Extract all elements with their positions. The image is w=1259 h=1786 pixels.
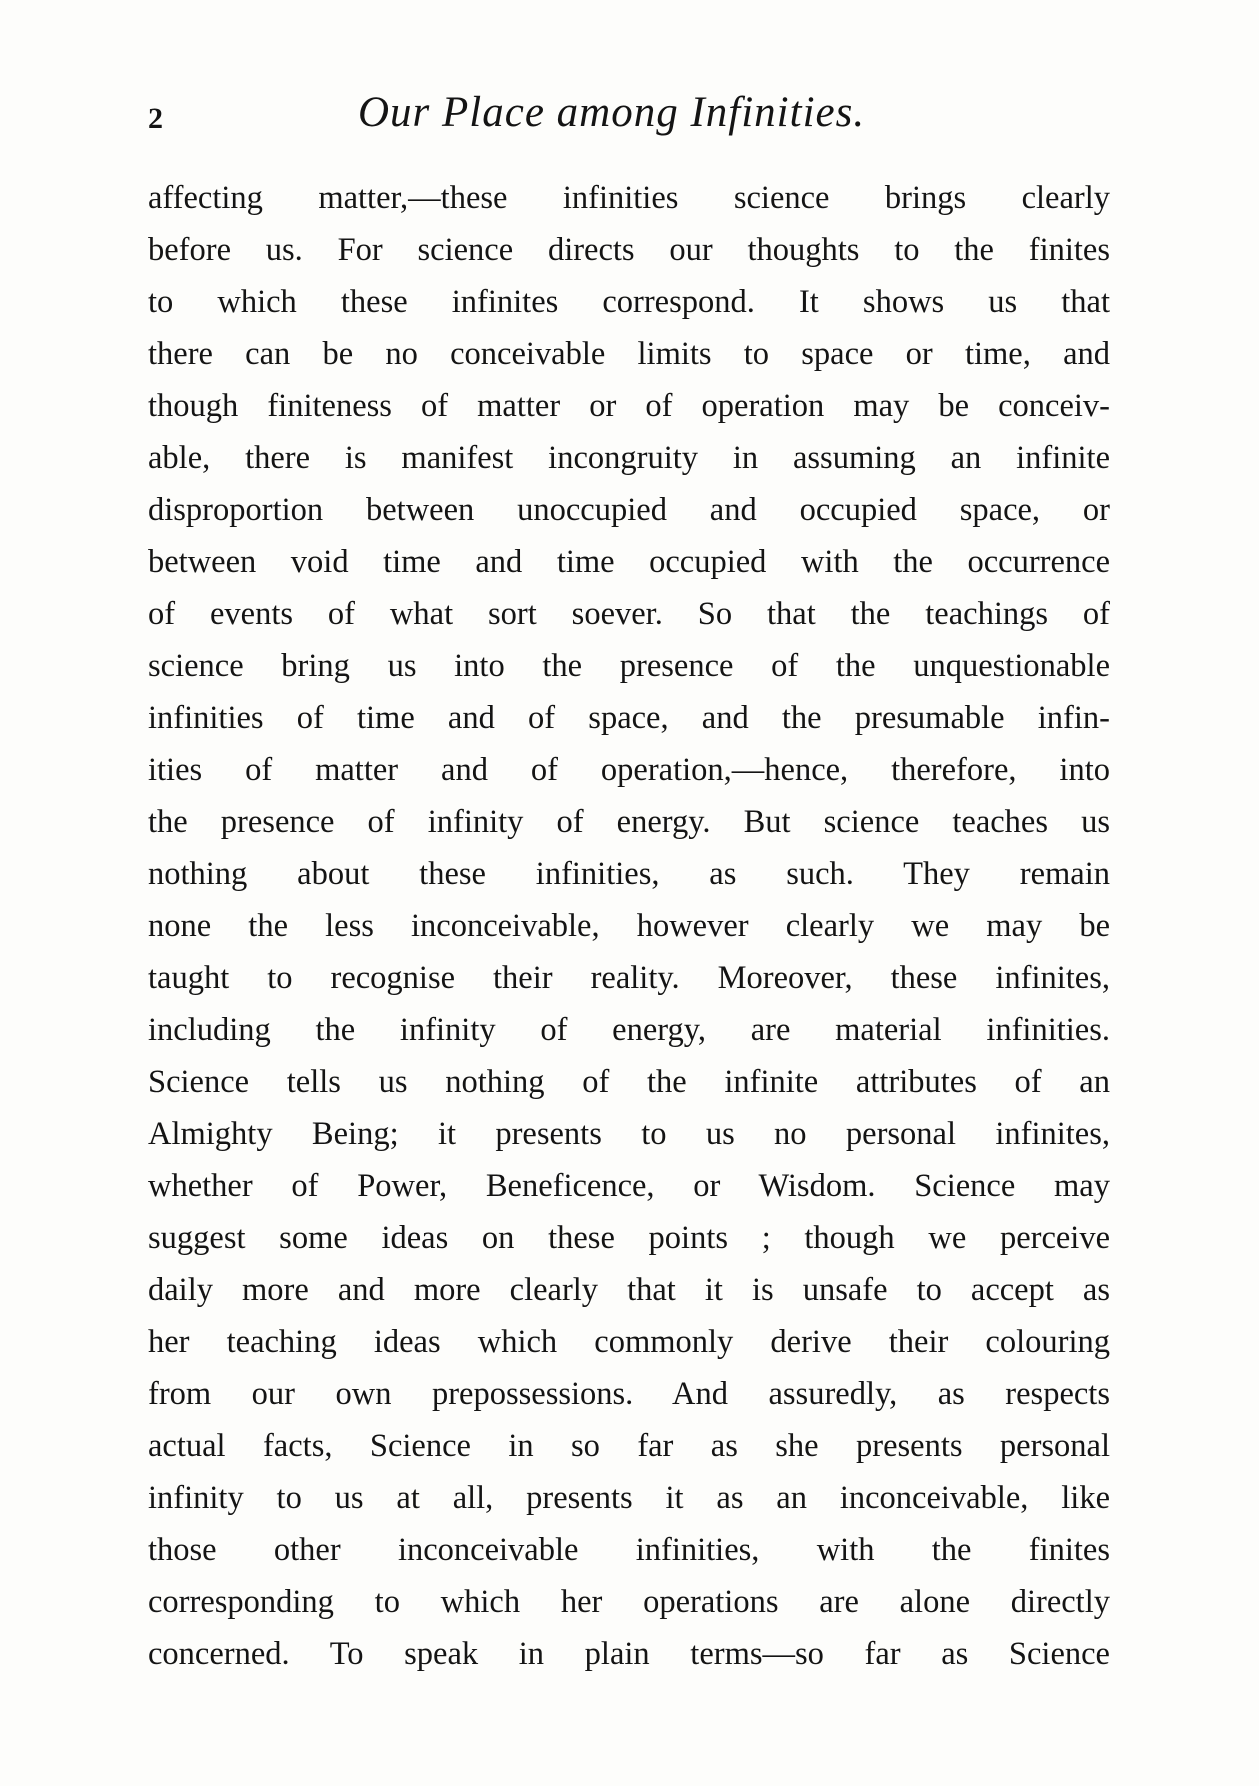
text-line: though finiteness of matter or of operation may be conceiv-: [148, 388, 1110, 424]
text-line: daily more and more clearly that it is unsafe to accept as: [148, 1272, 1110, 1308]
page-header: [148, 88, 1110, 148]
text-line: nothing about these infinities, as such. They remain: [148, 856, 1110, 892]
text-line: her teaching ideas which commonly derive their colouring: [148, 1324, 1110, 1360]
running-title: Our Place among Infinities.: [358, 89, 866, 136]
text-line: concerned. To speak in plain terms—so far as Science: [148, 1636, 1110, 1672]
text-line: Almighty Being; it presents to us no personal infinites,: [148, 1116, 1110, 1152]
text-line: ities of matter and of operation,—hence, therefore, into: [148, 752, 1110, 788]
text-line: infinity to us at all, presents it as an inconceivable, like: [148, 1480, 1110, 1516]
text-line: corresponding to which her operations are alone directly: [148, 1584, 1110, 1620]
text-line: including the infinity of energy, are material infinities.: [148, 1012, 1110, 1048]
text-line: of events of what sort soever. So that the teachings of: [148, 596, 1110, 632]
text-line: before us. For science directs our thoughts to the finites: [148, 232, 1110, 268]
text-line: suggest some ideas on these points ; though we perceive: [148, 1220, 1110, 1256]
text-line: whether of Power, Beneficence, or Wisdom. Science may: [148, 1168, 1110, 1204]
text-line: able, there is manifest incongruity in assuming an infinite: [148, 440, 1110, 476]
page-number: 2: [148, 102, 163, 135]
text-line: Science tells us nothing of the infinite attributes of an: [148, 1064, 1110, 1100]
text-line: to which these infinites correspond. It shows us that: [148, 284, 1110, 320]
text-line: the presence of infinity of energy. But science teaches us: [148, 804, 1110, 840]
text-line: there can be no conceivable limits to space or time, and: [148, 336, 1110, 372]
text-line: none the less inconceivable, however clearly we may be: [148, 908, 1110, 944]
body-text: [148, 172, 1110, 1680]
text-line: disproportion between unoccupied and occupied space, or: [148, 492, 1110, 528]
text-line: infinities of time and of space, and the presumable infin-: [148, 700, 1110, 736]
text-line: affecting matter,—these infinities science brings clearly: [148, 180, 1110, 216]
text-line: from our own prepossessions. And assuredly, as respects: [148, 1376, 1110, 1412]
text-line: taught to recognise their reality. Moreover, these infinites,: [148, 960, 1110, 996]
text-line: science bring us into the presence of the unquestionable: [148, 648, 1110, 684]
text-line: actual facts, Science in so far as she presents personal: [148, 1428, 1110, 1464]
text-line: between void time and time occupied with the occurrence: [148, 544, 1110, 580]
text-line: those other inconceivable infinities, with the finites: [148, 1532, 1110, 1568]
